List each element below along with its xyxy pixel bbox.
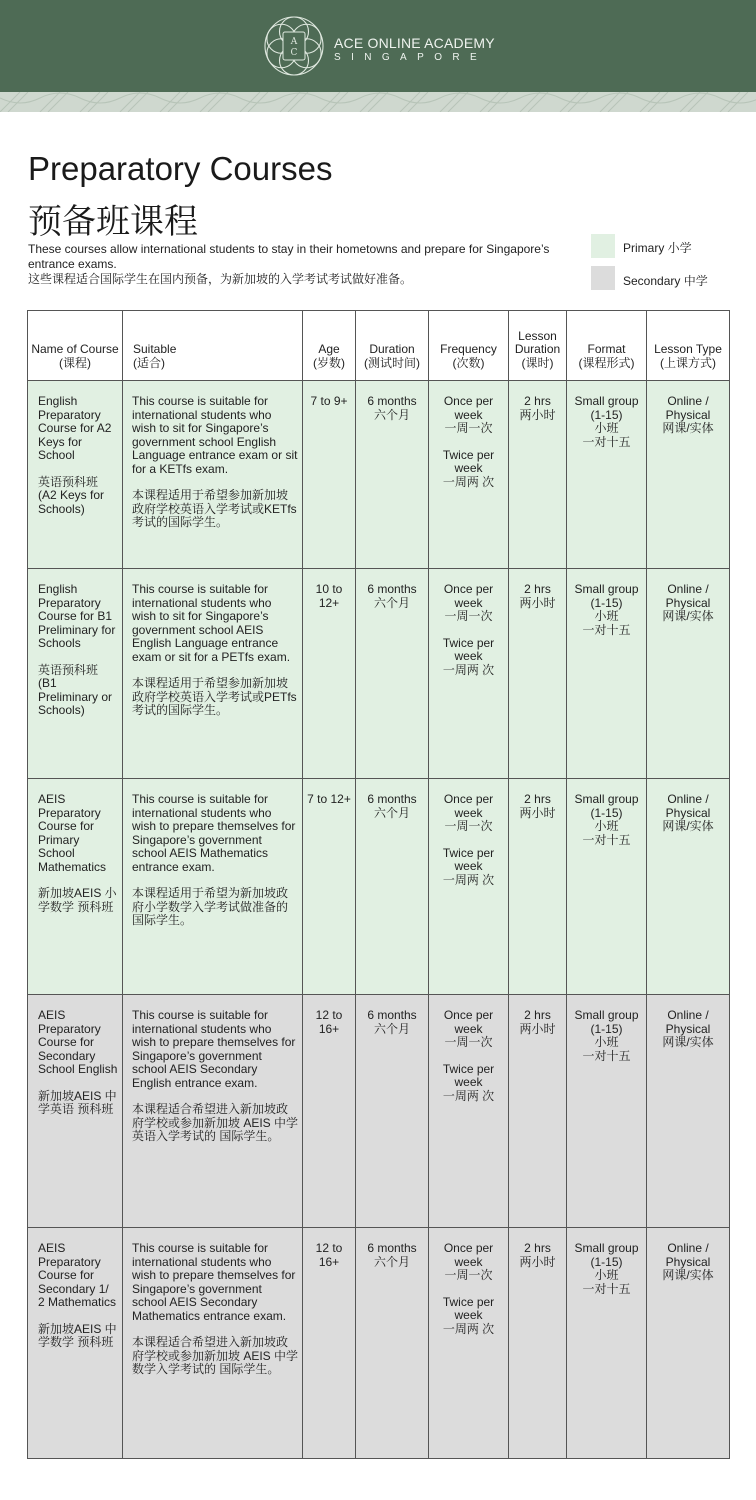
header-suitable: Suitable (适合) [123,311,303,381]
lesson-type-cell: Online / Physical 网课/实体 [647,381,730,569]
course-name-cell: English Preparatory Course for A2 Keys for School 英语预科班 (A2 Keys for Schools) [28,381,123,569]
age-cell: 10 to 12+ [303,569,356,779]
header-frequency: Frequency (次数) [429,311,509,381]
lesson-type-cell: Online / Physical 网课/实体 [647,779,730,995]
lesson-duration-cell: 2 hrs 两小时 [509,995,567,1228]
course-name-cell: AEIS Preparatory Course for Primary School Mathematics 新加坡AEIS 小学数学 预科班 [28,779,123,995]
lesson-duration-cell: 2 hrs 两小时 [509,381,567,569]
age-cell: 7 to 12+ [303,779,356,995]
suitable-cell: This course is suitable for international students who wish to prepare themselves for Singapore’s government school AEIS Secondary Mathematics entrance exam. 本课程适合希望进入新加坡政府学校或参加新加坡 AEIS 中学数学入学考试的 国际学生。 [123,1228,303,1459]
suitable-cell: This course is suitable for international students who wish to prepare themselves for Singapore’s government school AEIS Secondary English entrance exam. 本课程适合希望进入新加坡政府学校或参加新加坡 AEIS 中学英语入学考试的 国际学生。 [123,995,303,1228]
duration-cell: 6 months 六个月 [356,381,429,569]
table-row [28,1228,730,1459]
format-cell: Small group (1-15) 小班 一对十五 [567,1228,647,1459]
lesson-type-cell: Online / Physical 网课/实体 [647,569,730,779]
legend-label-secondary: Secondary 中学 [623,274,708,288]
legend-label-primary: Primary 小学 [623,241,692,255]
age-cell: 12 to 16+ [303,1228,356,1459]
courses-table [27,310,730,1459]
table-header-row [28,311,730,381]
svg-text:C: C [290,48,298,58]
brand-wordmark [334,35,495,63]
format-cell: Small group (1-15) 小班 一对十五 [567,381,647,569]
frequency-cell: Once per week 一周一次 Twice per week 一周两 次 [429,569,509,779]
header-banner [0,0,756,98]
header-name: Name of Course (课程) [28,311,123,381]
frequency-cell: Once per week 一周一次 Twice per week 一周两 次 [429,779,509,995]
flower-of-life-ace-monogram-icon [262,14,326,78]
course-name-cell: AEIS Preparatory Course for Secondary 1/ 2 Mathematics 新加坡AEIS 中学数学 预科班 [28,1228,123,1459]
course-name-cell: AEIS Preparatory Course for Secondary School English 新加坡AEIS 中学英语 预科班 [28,995,123,1228]
header-duration: Duration (测试时间) [356,311,429,381]
frequency-cell: Once per week 一周一次 Twice per week 一周两 次 [429,1228,509,1459]
brand-location: SINGAPORE [334,52,488,63]
age-cell: 7 to 9+ [303,381,356,569]
format-cell: Small group (1-15) 小班 一对十五 [567,569,647,779]
brand-name: ACE ONLINE ACADEMY [334,35,495,51]
duration-cell: 6 months 六个月 [356,995,429,1228]
frequency-cell: Once per week 一周一次 Twice per week 一周两 次 [429,381,509,569]
decorative-pattern-band [0,92,756,112]
duration-cell: 6 months 六个月 [356,1228,429,1459]
course-name-cell: English Preparatory Course for B1 Preliminary for Schools 英语预科班 (B1 Preliminary or Schools) [28,569,123,779]
legend-swatch-primary [591,234,615,258]
lesson-type-cell: Online / Physical 网课/实体 [647,995,730,1228]
format-cell: Small group (1-15) 小班 一对十五 [567,995,647,1228]
header-format: Format (课程形式) [567,311,647,381]
header-lesson-duration: Lesson Duration (课时) [509,311,567,381]
suitable-cell: This course is suitable for international students who wish to sit for Singapore’s government school AEIS English Language entrance exam or sit for a PETfs exam. 本课程适用于希望参加新加坡政府学校英语入学考试或PETfs考试的国际学生。 [123,569,303,779]
age-cell: 12 to 16+ [303,995,356,1228]
intro-chinese: 这些课程适合国际学生在国内预备，为新加坡的入学考试考试做好准备。 [28,272,413,286]
table-row [28,569,730,779]
intro-text [28,242,573,287]
frequency-cell: Once per week 一周一次 Twice per week 一周两 次 [429,995,509,1228]
suitable-cell: This course is suitable for international students who wish to sit for Singapore’s government school English Language entrance exam or sit for a KETfs exam. 本课程适用于希望参加新加坡政府学校英语入学考试或KETfs考试的国际学生。 [123,381,303,569]
svg-text:A: A [290,37,298,47]
duration-cell: 6 months 六个月 [356,779,429,995]
lesson-duration-cell: 2 hrs 两小时 [509,1228,567,1459]
intro-english: These courses allow international students to stay in their hometowns and prepare for Singapore’s entrance exams. [28,242,550,271]
page-title-english: Preparatory Courses [28,150,333,187]
page-title-chinese: 预备班课程 [28,203,198,241]
table-row [28,995,730,1228]
header-age: Age (岁数) [303,311,356,381]
lesson-type-cell: Online / Physical 网课/实体 [647,1228,730,1459]
suitable-cell: This course is suitable for international students who wish to prepare themselves for Singapore’s government school AEIS Mathematics entrance exam. 本课程适用于希望为新加坡政府小学数学入学考试做准备的国际学生。 [123,779,303,995]
lesson-duration-cell: 2 hrs 两小时 [509,779,567,995]
duration-cell: 6 months 六个月 [356,569,429,779]
format-cell: Small group (1-15) 小班 一对十五 [567,779,647,995]
legend-swatch-secondary [591,266,615,290]
table-row [28,779,730,995]
table-row [28,381,730,569]
lesson-duration-cell: 2 hrs 两小时 [509,569,567,779]
header-lesson-type: Lesson Type (上课方式) [647,311,730,381]
